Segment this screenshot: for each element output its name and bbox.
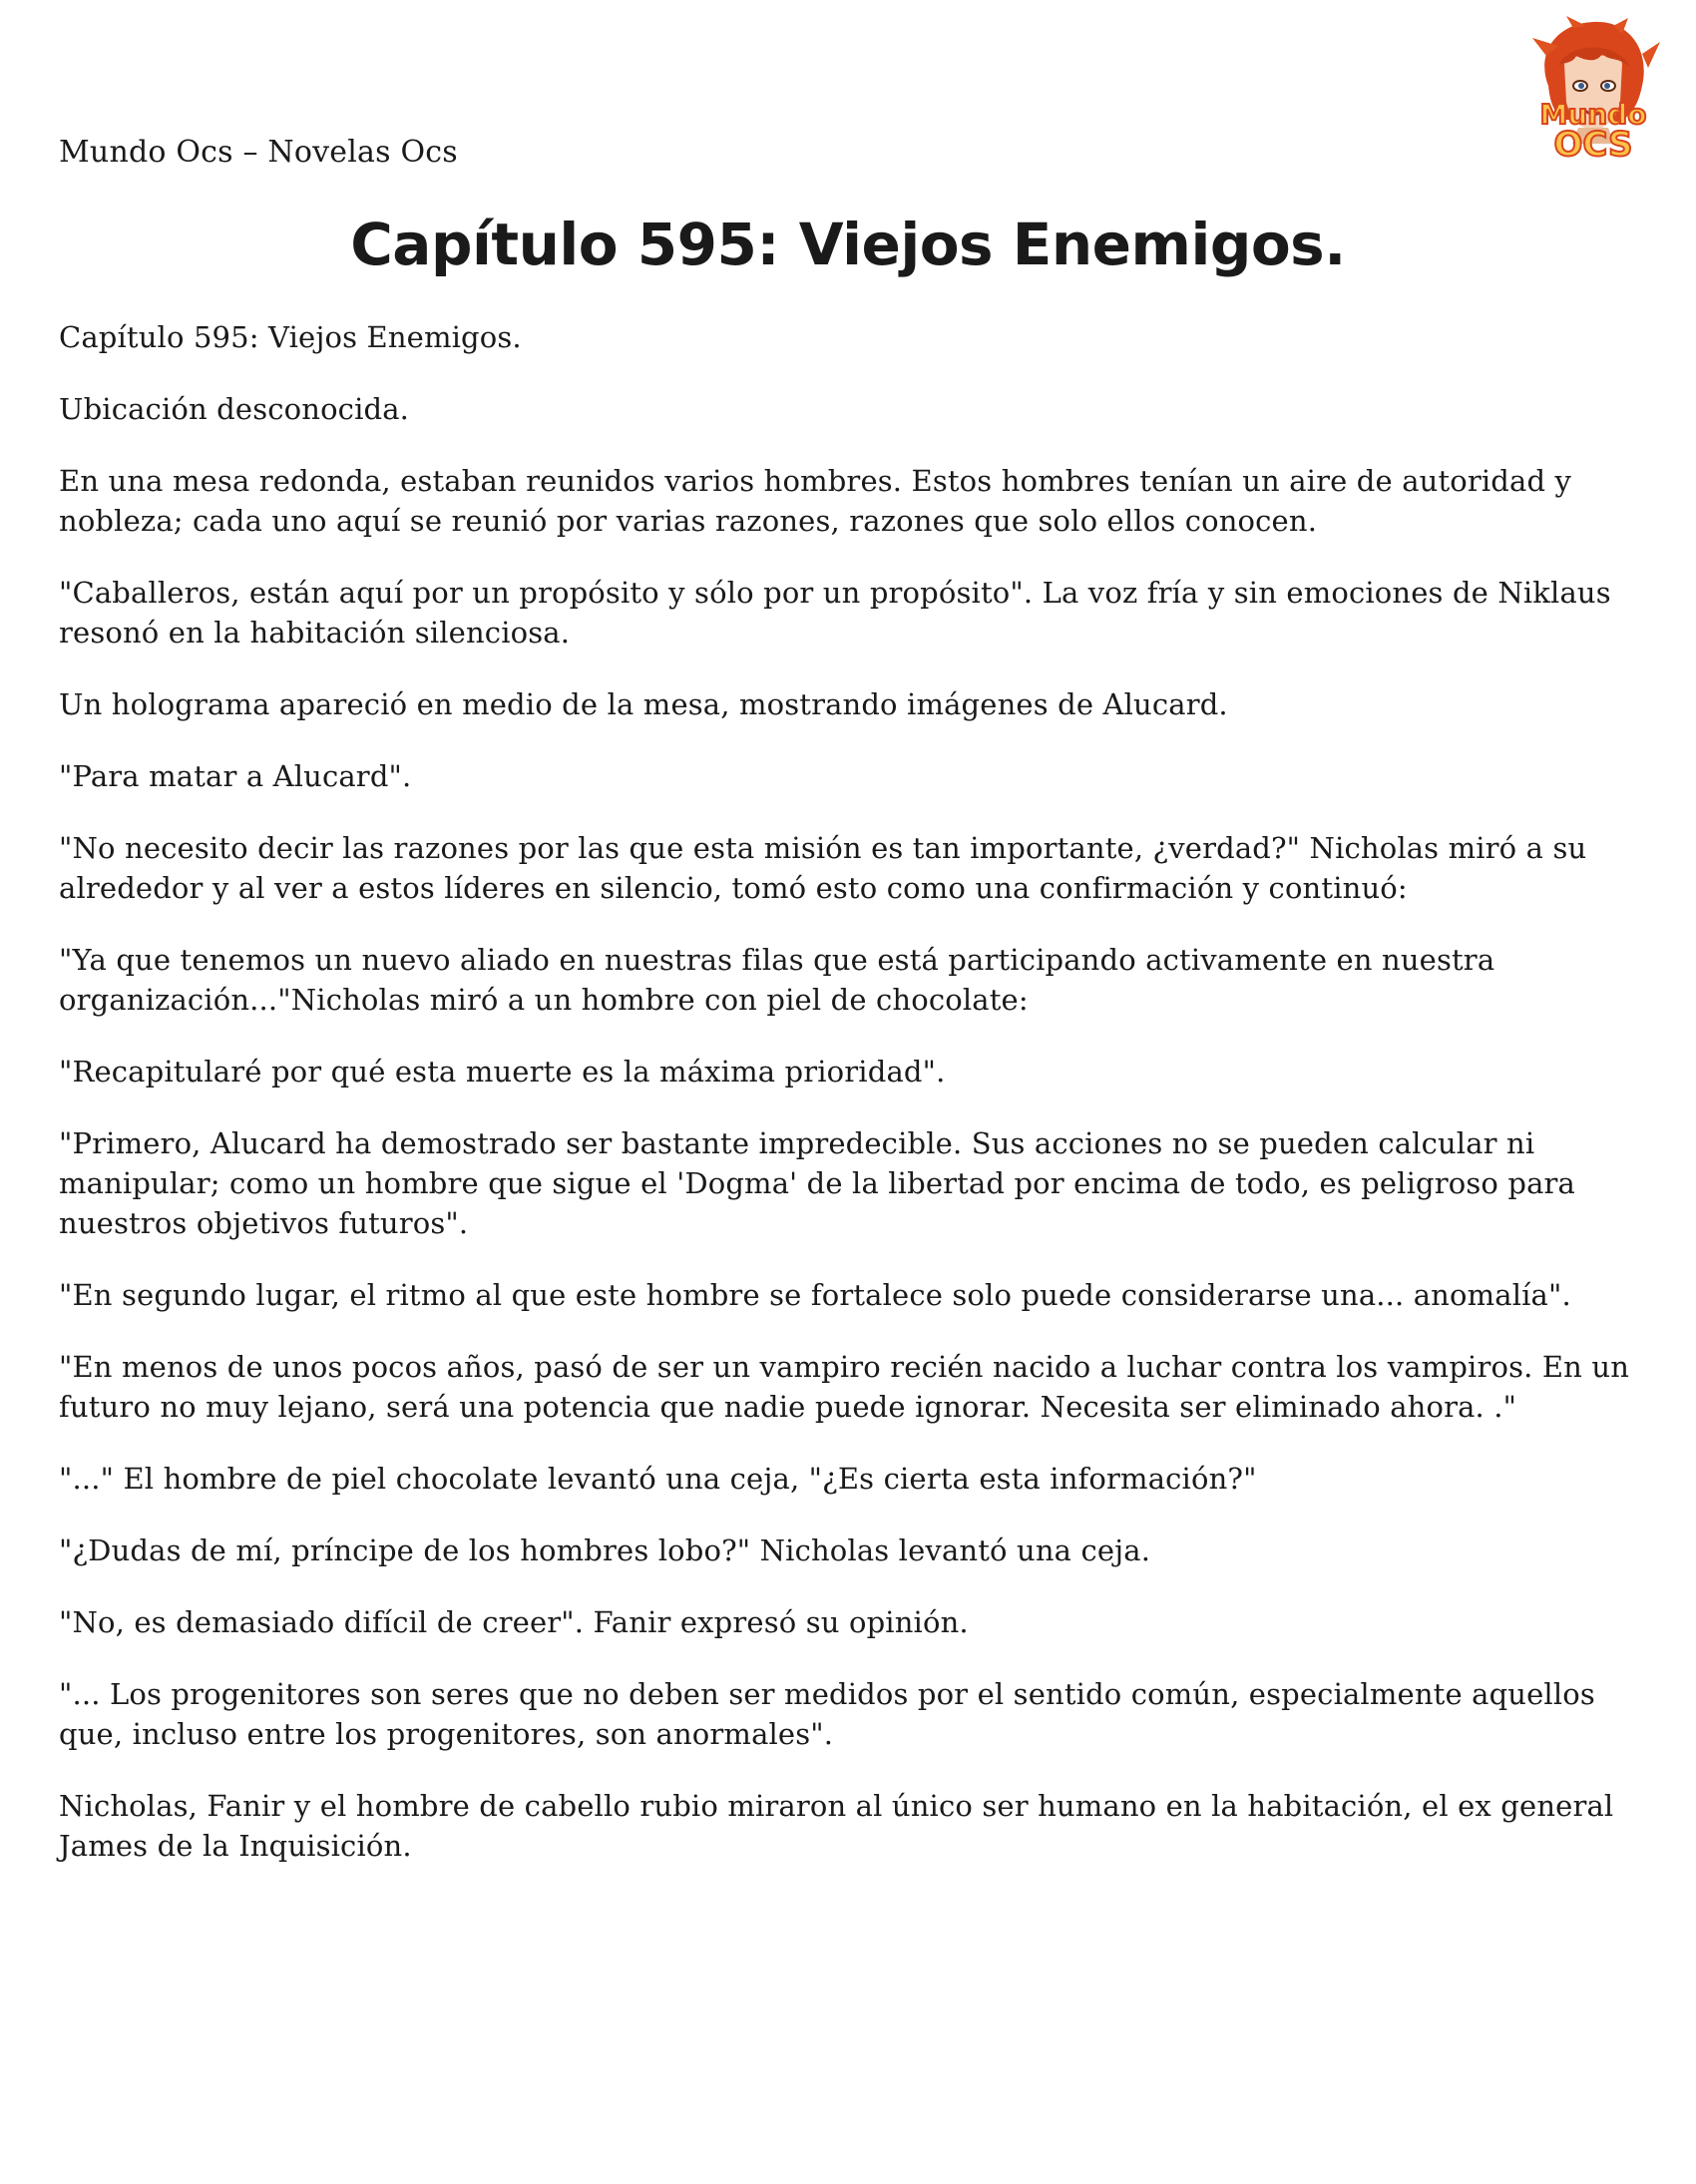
logo-text-ocs: OCS: [1553, 125, 1633, 165]
paragraph: "No necesito decir las razones por las que esta misión es tan importante, ¿verdad?" Nicholas miró a su alrededor y al ver a estos líderes en silencio, tomó esto como una confirmación y continuó:: [59, 831, 1587, 905]
paragraph: "Para matar a Alucard".: [59, 759, 412, 793]
paragraph: Capítulo 595: Viejos Enemigos.: [59, 320, 522, 354]
paragraph: "En segundo lugar, el ritmo al que este hombre se fortalece solo puede considerarse una... anomalía".: [59, 1278, 1571, 1312]
paragraph: Nicholas, Fanir y el hombre de cabello rubio miraron al único ser humano en la habitación, el ex general James de la Inquisición.: [59, 1789, 1614, 1863]
paragraph: "Recapitularé por qué esta muerte es la máxima prioridad".: [59, 1055, 946, 1089]
paragraph: "¿Dudas de mí, príncipe de los hombres lobo?" Nicholas levantó una ceja.: [59, 1533, 1151, 1567]
paragraph: "Ya que tenemos un nuevo aliado en nuestras filas que está participando activamente en nuestra organización..."Nicholas miró a un hombre con piel de chocolate:: [59, 943, 1495, 1017]
paragraph: "En menos de unos pocos años, pasó de ser un vampiro recién nacido a luchar contra los vampiros. En un futuro no muy lejano, será una potencia que nadie puede ignorar. Necesita ser eliminado ahora. .": [59, 1350, 1630, 1424]
chapter-title: Capítulo 595: Viejos Enemigos.: [350, 211, 1346, 278]
paragraph: "... Los progenitores son seres que no deben ser medidos por el sentido común, especialmente aquellos que, incluso entre los progenitores, son anormales".: [59, 1677, 1595, 1751]
logo-text-mundo: Mundo: [1539, 98, 1647, 131]
paragraph: "..." El hombre de piel chocolate levantó una ceja, "¿Es cierta esta información?": [59, 1462, 1257, 1496]
paragraph: Ubicación desconocida.: [59, 392, 410, 426]
site-header-text: Mundo Ocs – Novelas Ocs: [59, 135, 458, 170]
paragraph: "Caballeros, están aquí por un propósito y sólo por un propósito". La voz fría y sin emociones de Niklaus resonó en la habitación silenciosa.: [59, 576, 1611, 650]
paragraph: "No, es demasiado difícil de creer". Fanir expresó su opinión.: [59, 1605, 969, 1639]
paragraph: Un holograma apareció en medio de la mesa, mostrando imágenes de Alucard.: [59, 687, 1228, 721]
chapter-body: [59, 317, 1655, 1898]
paragraph: En una mesa redonda, estaban reunidos varios hombres. Estos hombres tenían un aire de autoridad y nobleza; cada uno aquí se reunió por varias razones, razones que solo ellos conocen.: [59, 464, 1572, 538]
paragraph: "Primero, Alucard ha demostrado ser bastante impredecible. Sus acciones no se pueden calcular ni manipular; como un hombre que sigue el 'Dogma' de la libertad por encima de todo, es peligroso para nuestros objetivos futuros".: [59, 1126, 1575, 1240]
mundo-ocs-logo-icon: [1518, 16, 1668, 168]
